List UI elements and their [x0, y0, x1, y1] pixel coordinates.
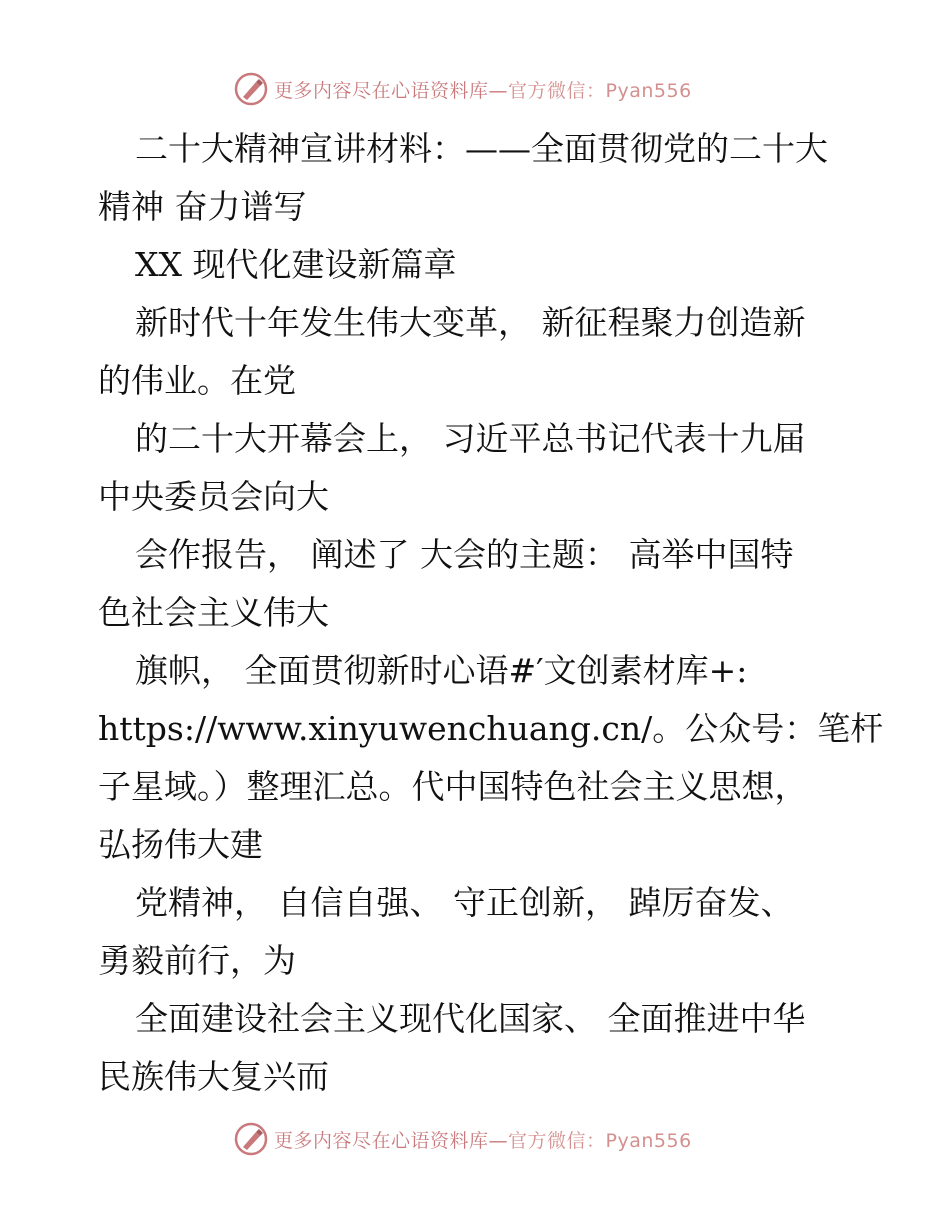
paragraph — [98, 120, 858, 236]
text-line: 精神 奋力谱写 — [98, 187, 307, 226]
header-watermark — [234, 72, 692, 106]
document-body — [98, 120, 884, 1106]
text-line: 的二十大开幕会上， 习近平总书记代表十九届 — [135, 419, 806, 458]
text-line: 新时代十年发生伟大变革， 新征程聚力创造新 — [135, 303, 806, 342]
text-line: 的伟业。在党 — [98, 361, 296, 400]
text-line: 色社会主义伟大 — [98, 593, 329, 632]
paragraph — [98, 236, 858, 294]
text-line: 二十大精神宣讲材料：——全面贯彻党的二十大 — [135, 129, 828, 168]
watermark-text: 更多内容尽在心语资料库—官方微信：Pyan556 — [274, 1129, 692, 1152]
text-line: 党精神， 自信自强、 守正创新， 踔厉奋发、 — [135, 883, 794, 922]
text-line: 勇毅前行，为 — [98, 941, 296, 980]
footer-watermark — [234, 1122, 692, 1156]
pen-seal-icon — [234, 1122, 268, 1156]
paragraph — [98, 874, 858, 990]
text-line: 子星域。）整理汇总。代中国特色社会主义思想， — [98, 767, 808, 806]
paragraph — [98, 526, 858, 642]
paragraph — [98, 410, 858, 526]
watermark-text: 更多内容尽在心语资料库—官方微信：Pyan556 — [274, 79, 692, 102]
paragraph — [98, 990, 858, 1106]
text-line: 弘扬伟大建 — [98, 825, 263, 864]
text-line: 中央委员会向大 — [98, 477, 329, 516]
paragraph — [98, 294, 858, 410]
text-line: 旗帜， 全面贯彻新时心语#′文创素材库+: — [135, 651, 748, 690]
paragraph — [98, 642, 884, 874]
text-line: 全面建设社会主义现代化国家、 全面推进中华 — [135, 999, 806, 1038]
pen-seal-icon — [234, 72, 268, 106]
text-line: 民族伟大复兴而 — [98, 1057, 329, 1096]
text-line: XX 现代化建设新篇章 — [135, 245, 457, 284]
text-line: https://www.xinyuwenchuang.cn/。公众号：笔杆 — [98, 709, 884, 748]
text-line: 会作报告， 阐述了 大会的主题： 高举中国特 — [135, 535, 794, 574]
